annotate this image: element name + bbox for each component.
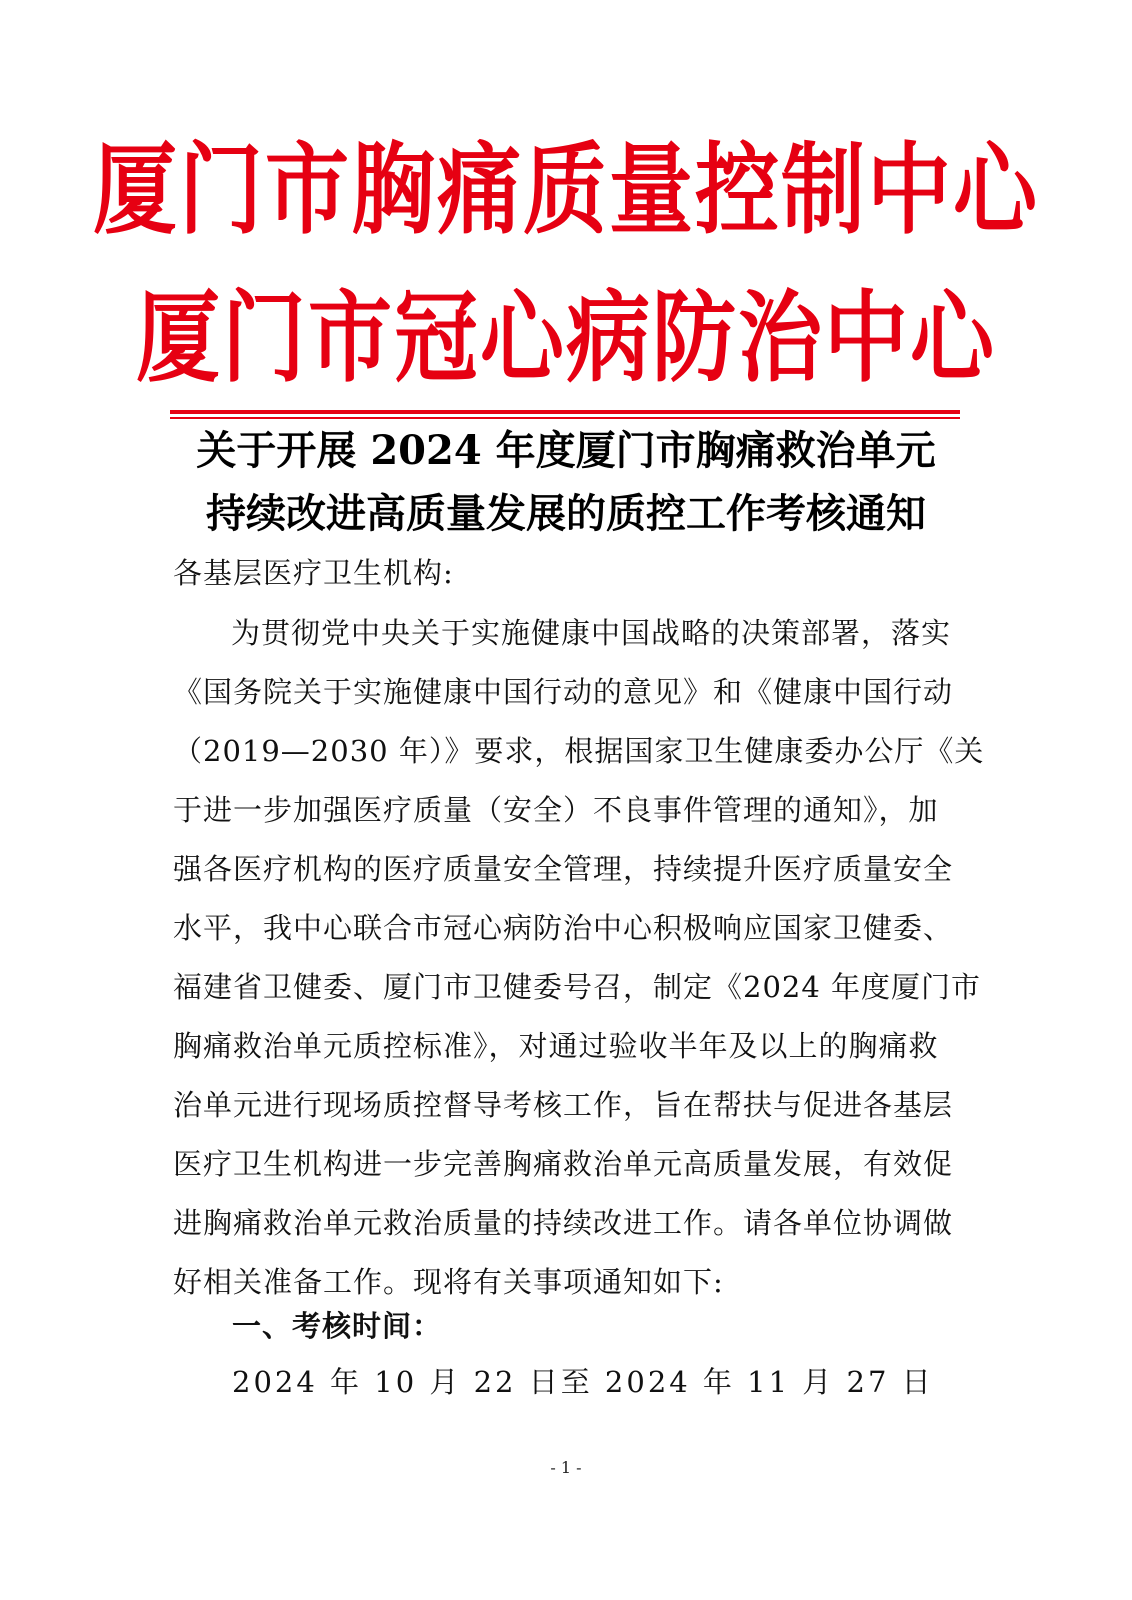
red-separator-thin <box>170 417 960 419</box>
paragraph-line: 为贯彻党中央关于实施健康中国战略的决策部署，落实 <box>231 616 952 650</box>
issuing-org-line-2: 厦门市冠心病防治中心 <box>135 280 996 396</box>
document-title-line-2: 持续改进高质量发展的质控工作考核通知 <box>206 490 926 537</box>
paragraph-line: 于进一步加强医疗质量（安全）不良事件管理的通知》，加 <box>173 793 939 827</box>
document-title-line-1: 关于开展 2024 年度厦门市胸痛救治单元 <box>196 427 936 474</box>
section-1-heading: 一、考核时间： <box>232 1309 443 1343</box>
red-separator-thick <box>170 410 960 414</box>
salutation: 各基层医疗卫生机构: <box>173 556 454 590</box>
paragraph-line: 胸痛救治单元质控标准》，对通过验收半年及以上的胸痛救 <box>173 1029 939 1063</box>
paragraph-line: 福建省卫健委、厦门市卫健委号召，制定《2024 年度厦门市 <box>173 970 982 1004</box>
paragraph-line: 进胸痛救治单元救治质量的持续改进工作。请各单位协调做 <box>173 1206 954 1240</box>
paragraph-line: 医疗卫生机构进一步完善胸痛救治单元高质量发展，有效促 <box>173 1147 954 1181</box>
page-number: - 1 - <box>550 1458 582 1477</box>
paragraph-line: 《国务院关于实施健康中国行动的意见》和《健康中国行动 <box>173 675 954 709</box>
paragraph-line: 水平，我中心联合市冠心病防治中心积极响应国家卫健委、 <box>173 911 954 945</box>
paragraph-line: 强各医疗机构的医疗质量安全管理，持续提升医疗质量安全 <box>173 852 954 886</box>
section-1-date-range: 2024 年 10 月 22 日至 2024 年 11 月 27 日 <box>232 1365 934 1399</box>
paragraph-line: 好相关准备工作。现将有关事项通知如下: <box>173 1265 724 1299</box>
paragraph-line: （2019—2030 年）》要求，根据国家卫生健康委办公厅《关 <box>173 734 985 768</box>
paragraph-line: 治单元进行现场质控督导考核工作，旨在帮扶与促进各基层 <box>173 1088 954 1122</box>
issuing-org-line-1: 厦门市胸痛质量控制中心 <box>92 132 1039 248</box>
body-paragraph <box>173 604 985 1312</box>
